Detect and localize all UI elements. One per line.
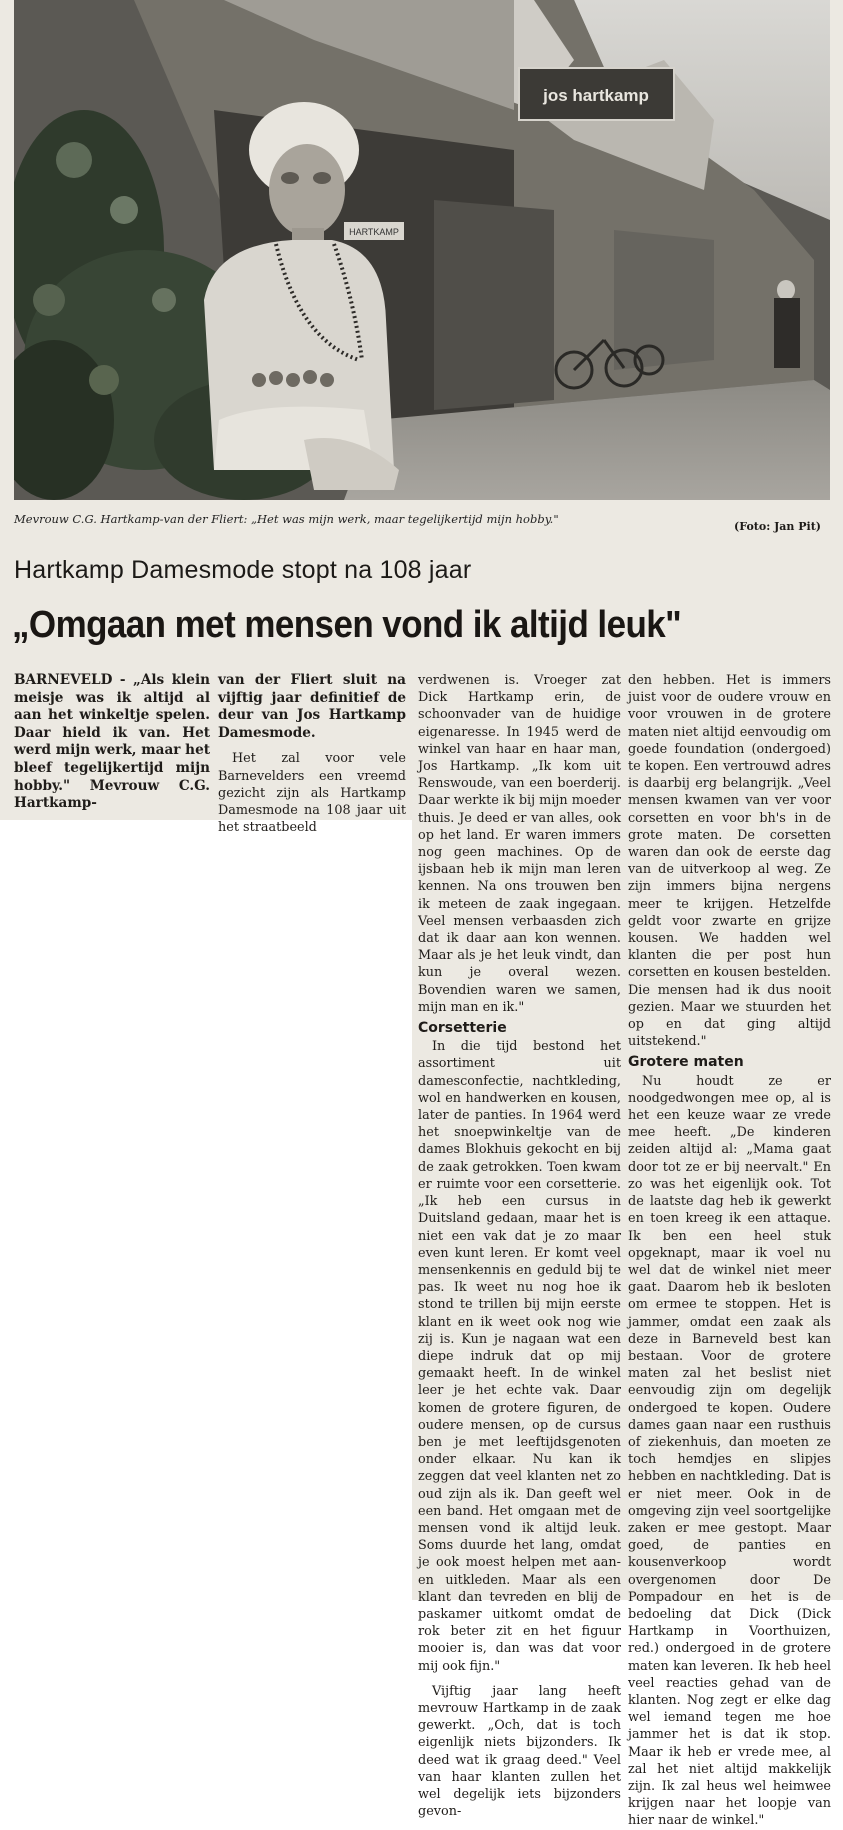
article-paragraph: verdwenen is. Vroeger zat Dick Hartkamp erin, de schoonvader van de huidige eigenaresse. In 1945 werd de winkel van haar en haar man, Jos Hartkamp. „Ik kom uit Renswoude, van een boerderij. Daar werkte ik bij mijn moeder thuis. Je deed er van alles, ook op het land. Er waren immers nog geen machines. Op de ijsbaan heb ik mijn man leren kennen. Na ons trouwen ben ik meteen de zaak ingegaan. Veel mensen verbaasden zich dat ik daar aan kon wennen. Maar als je het leuk vindt, dan kun je overal wezen. Bovendien waren we samen, mijn man en ik." — [418, 673, 621, 1015]
article-column-2 — [218, 672, 406, 836]
photo-credit: (Foto: Jan Pit) — [734, 520, 821, 533]
subhead-grotere-maten: Grotere maten — [628, 1054, 744, 1071]
news-photo — [14, 0, 830, 500]
store-sign-text: jos hartkamp — [543, 86, 649, 105]
shopfront-photo-drawing — [14, 0, 830, 500]
article-paragraph: In die tijd bestond het assortiment uit damesconfectie, nachtkleding, wol en handwerken en kousen, later de panties. In 1964 werd het snoepwinkeltje van de dames Blokhuis gekocht en bij de zaak getrokken. Toen kwam er ruimte voor een corsetterie. „Ik heb een cursus in Duitsland gedaan, maar het is niet een vak dat je zo maar even kunt leren. Er komt veel mensenkennis en geduld bij te pas. Ik weet nu nog hoe ik stond te trillen bij mijn eerste klant en ik weet ook nog wie zij is. Kun je nagaan wat een diepe indruk dat op mij gemaakt heeft. In de winkel leer je het echte vak. Daar komen de grotere figuren, de oudere mensen, op de cursus ben je met leeftijdsgenoten onder elkaar. Nu kan ik zeggen dat veel klanten net zo oud zijn als ik. Dan geeft wel een band. Het omgaan met de mensen vond ik altijd leuk. Soms duurde het lang, omdat je ook moest helpen met aan- en uitkleden. Maar als een klant dan tevreden en blij de paskamer uitkomt omdat de rok beter zit en het figuur mooier is, dan was dat voor mij ook fijn." — [418, 1039, 621, 1674]
article-paragraph: den hebben. Het is immers juist voor de oudere vrouw en voor vrouwen in de grotere maten niet altijd eenvoudig om goede foundation (ondergoed) te kopen. Een vertrouwd adres is daarbij erg belangrijk. „Veel mensen kwamen van ver voor corsetten en voor bh's in de grote maten. De corsetten waren dan ook de eerste dag van de uitverkoop al weg. Ze zijn immers bijna nergens meer te krijgen. Hetzelfde geldt voor zwarte en grijze kousen. We hadden wel klanten die per post hun corsetten en kousen bestelden. Die mensen had ik dus nooit gezien. Maar we stuurden het op en dat ging altijd uitstekend." — [628, 673, 831, 1050]
subhead-corsetterie: Corsetterie — [418, 1020, 507, 1037]
article-paragraph: Vijftig jaar lang heeft mevrouw Hartkamp in de zaak gewerkt. „Och, dat is toch eigenlijk niets bijzonders. Ik deed wat ik graag deed." Veel van haar klanten zullen het wel degelijk iets bijzonders gevon- — [418, 1683, 621, 1820]
article-column-3 — [418, 672, 621, 1820]
article-intro: BARNEVELD - „Als klein meisje was ik altijd al aan het winkeltje spelen. Daar hield ik van. Het werd mijn werk, maar het bleef tegelijkertijd mijn hobby." Mevrouw C.G. Hartkamp- — [14, 672, 210, 812]
article-paragraph: Nu houdt ze er noodgedwongen mee op, al is het een keuze waar ze vrede mee heeft. „De kinderen zeiden altijd al: „Mama gaat door tot ze er bij neervalt." En zo was het eigenlijk ook. Tot de laatste dag heb ik gewerkt en toen kreeg ik een attaque. Ik ben een heel stuk opgeknapt, maar ik voel nu wel dat de winkel niet meer gaat. Daarom heb ik besloten om ermee te stoppen. Het is jammer, omdat een zaak als deze in Barneveld best kan bestaan. Voor de grotere maten zal het beslist niet eenvoudig zijn om degelijk ondergoed te kopen. Oudere dames gaan naar een rusthuis of ziekenhuis, dan moeten ze toch hemdjes en slipjes hebben en nachtkleding. Dat is er niet meer. Ook in de omgeving zijn veel soortgelijke zaken er mee gestopt. Maar goed, de panties en kousenverkoop wordt overgenomen door De Pompadour en het is de bedoeling dat Dick (Dick Hartkamp in Voorthuizen, red.) ondergoed in de grotere maten kan leveren. Ik heb heel veel reacties gehad van de klanten. Nog zegt er elke dag wel iemand tegen me hoe jammer het is dat ik stop. Maar ik heb er vrede mee, al zal het niet altijd makkelijk zijn. Ik zal heus wel heimwee krijgen naar het loopje van hier naar de winkel." — [628, 1073, 831, 1829]
article-intro-continued: van der Fliert sluit na vijftig jaar definitief de deur van Jos Hartkamp Damesmode. — [218, 672, 406, 741]
article-column-1 — [14, 672, 210, 813]
window-sign-text: HARTKAMP — [349, 227, 399, 237]
article-paragraph: Het zal voor vele Barnevelders een vreemd gezicht zijn als Hartkamp Damesmode na 108 jaar uit het straatbeeld — [218, 751, 406, 836]
kicker-headline: Hartkamp Damesmode stopt na 108 jaar — [14, 556, 472, 584]
photo-caption: Mevrouw C.G. Hartkamp-van der Fliert: „Het was mijn werk, maar tegelijkertijd mijn hobby." — [14, 512, 559, 526]
article-column-4 — [628, 672, 831, 1830]
main-headline: „Omgaan met mensen vond ik altijd leuk" — [12, 604, 682, 646]
